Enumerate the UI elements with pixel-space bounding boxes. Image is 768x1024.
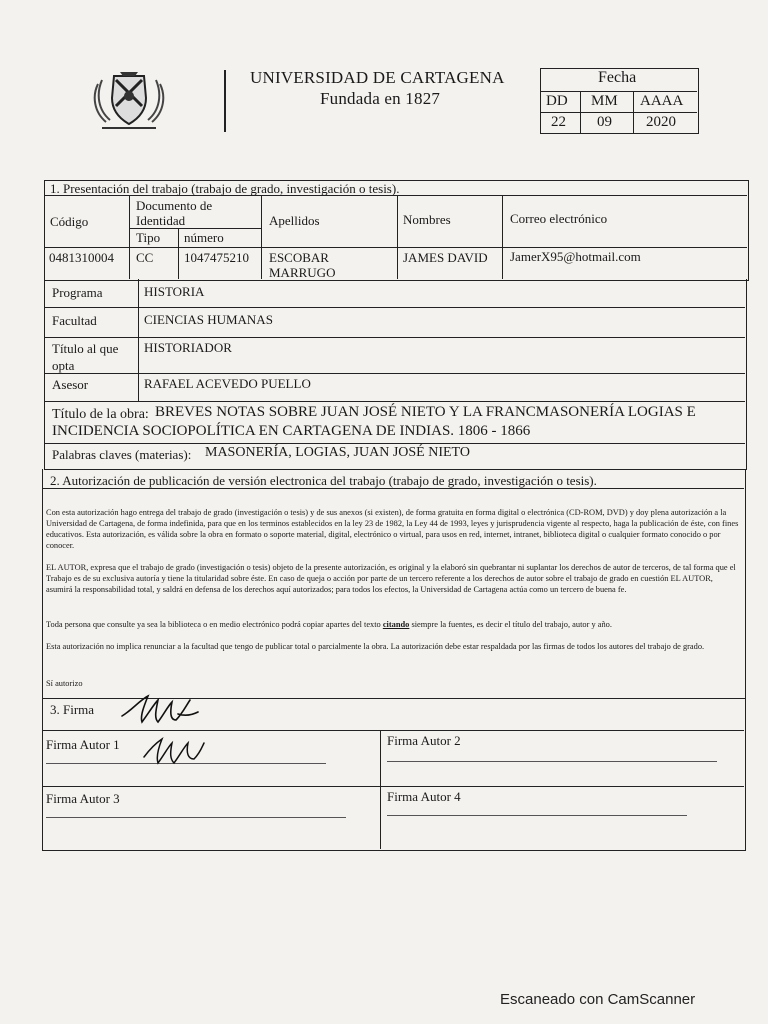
palabras-value: MASONERÍA, LOGIAS, JUAN JOSÉ NIETO	[205, 445, 470, 460]
firma-autor-2: Firma Autor 2	[387, 733, 461, 748]
paragraph-3	[46, 619, 740, 630]
si-autorizo-label: Sí autorizo	[46, 679, 83, 688]
obra-value-2: INCIDENCIA SOCIOPOLÍTICA EN CARTAGENA DE INDIAS. 1806 - 1866	[52, 423, 531, 439]
obra-value-1: BREVES NOTAS SOBRE JUAN JOSÉ NIETO Y LA FRANCMASONERÍA LOGIAS E	[155, 404, 696, 420]
date-title: Fecha	[598, 69, 637, 86]
date-label-mm: MM	[591, 93, 618, 109]
titulo-value: HISTORIADOR	[144, 340, 232, 355]
firma-autor-3: Firma Autor 3	[46, 791, 120, 806]
handwritten-signature-autor1	[140, 735, 210, 769]
signature-line-2	[387, 761, 717, 762]
header-numero: número	[184, 230, 224, 245]
section1-title: 1. Presentación del trabajo (trabajo de grado, investigación o tesis).	[50, 181, 400, 196]
paragraph-3-start: Toda persona que consulte ya sea la biblioteca o en medio electrónico podrá copiar apartes del texto	[46, 620, 383, 629]
university-founded: Fundada en 1827	[320, 89, 441, 108]
programa-label: Programa	[52, 285, 103, 300]
section2-title: 2. Autorización de publicación de versión electronica del trabajo (trabajo de grado, investigación o tesis).	[50, 473, 597, 488]
date-label-dd: DD	[546, 93, 568, 109]
header-tipo: Tipo	[136, 230, 161, 245]
date-value-dd: 22	[551, 114, 566, 130]
camscanner-watermark: Escaneado con CamScanner	[500, 991, 696, 1008]
header-identidad: Identidad	[136, 213, 186, 228]
header-apellidos: Apellidos	[269, 213, 320, 228]
value-correo: JamerX95@hotmail.com	[510, 249, 641, 264]
titulo-label-1: Título al que	[52, 341, 119, 356]
programa-value: HISTORIA	[144, 284, 205, 299]
facultad-value: CIENCIAS HUMANAS	[144, 312, 273, 327]
value-apellidos-2: MARRUGO	[269, 265, 336, 280]
palabras-label: Palabras claves (materias):	[52, 447, 192, 462]
signature-line-4	[387, 815, 687, 816]
paragraph-1: Con esta autorización hago entrega del trabajo de grado (investigación o tesis) y de sus anexos (si existen), de forma gratuita en forma digital o electrónica (CD-ROM, DVD) y doy plena autorización a la Universidad de Cartagena, de forma indefinida, para que en los terminos establecidos en la ley 23 de 1982, la Ley 44 de 1993, leyes y jurisprudencia vigente al respecto, haga la publicación de éste, con fines educativos. Esta autorización, es válida sobre la obra en formato o soporte material, digital, electrónico o virtual, para usos en red, internet, intranet, biblioteca digital o cualquier formato conocido o por conocer.	[46, 508, 739, 550]
date-label-aaaa: AAAA	[640, 93, 684, 109]
header-divider	[224, 70, 226, 132]
date-value-mm: 09	[597, 114, 612, 130]
facultad-label: Facultad	[52, 313, 97, 328]
paragraph-4: Esta autorización no implica renunciar a la facultad que tengo de publicar total o parcialmente la obra. La autorización debe estar respaldada por las firmas de todos los autores del trabajo de grado.	[46, 642, 705, 651]
date-value-aaaa: 2020	[646, 114, 676, 130]
handwritten-signature-main	[118, 690, 208, 730]
firma-autor-4: Firma Autor 4	[387, 789, 461, 804]
university-name: UNIVERSIDAD DE CARTAGENA	[250, 68, 505, 87]
header-codigo: Código	[50, 214, 89, 229]
titulo-label-2: opta	[52, 358, 75, 373]
header-documento: Documento de	[136, 198, 213, 213]
value-apellidos-1: ESCOBAR	[269, 250, 329, 265]
header-correo: Correo electrónico	[510, 211, 608, 226]
university-seal-icon	[88, 66, 170, 136]
value-nombres: JAMES DAVID	[403, 250, 488, 265]
value-numero: 1047475210	[184, 250, 249, 265]
paragraph-3-end: siempre la fuentes, es decir el título del trabajo, autor y año.	[409, 620, 612, 629]
value-tipo: CC	[136, 250, 154, 265]
header-nombres: Nombres	[403, 212, 451, 227]
firma-autor-1: Firma Autor 1	[46, 737, 120, 752]
obra-label: Título de la obra:	[52, 407, 149, 422]
signature-line-3	[46, 817, 346, 818]
paragraph-2: EL AUTOR, expresa que el trabajo de grado (investigación o tesis) objeto de la presente autorización, es original y la elaboró sin quebrantar ni suplantar los derechos de autor de terceros, de tal forma que el Trabajo es de su exclusiva autoría y tiene la titularidad sobre éste. En caso de queja o acción por parte de un tercero referente a los derechos de autor sobre el trabajo de grado en cuestión EL AUTOR, asumirá la responsabilidad total, y saldrá en defensa de los derechos aquí autorizados; para todos los efectos, la Universidad de Cartagena actúa como un tercero de buena fe.	[46, 563, 736, 594]
value-codigo: 0481310004	[49, 250, 114, 265]
paragraph-3-emphasis: citando	[382, 620, 410, 629]
asesor-value: RAFAEL ACEVEDO PUELLO	[144, 376, 311, 391]
section3-title: 3. Firma	[50, 702, 95, 717]
asesor-label: Asesor	[52, 377, 89, 392]
